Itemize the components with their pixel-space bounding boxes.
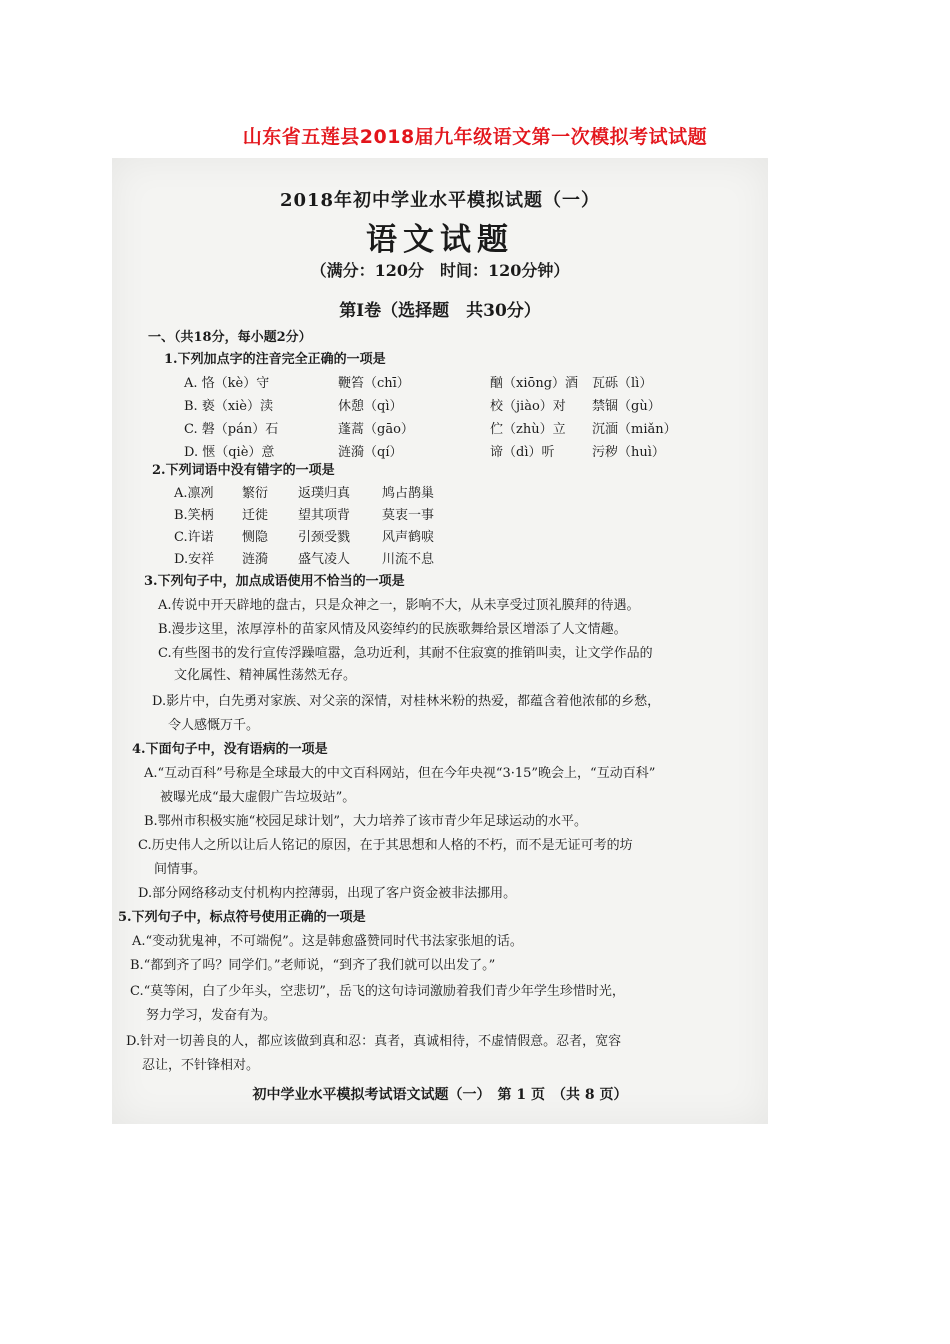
q2-cell: 望其项背 xyxy=(298,508,351,523)
q1-cell: 禁锢（gù） xyxy=(592,399,661,414)
q2-cell: 涟漪 xyxy=(242,552,269,567)
part-heading: 第Ⅰ卷（选择题 共30分） xyxy=(339,301,541,321)
q3-option-b: B.漫步这里，浓厚淳朴的苗家风情及风姿绰约的民族歌舞给景区增添了人文情趣。 xyxy=(158,622,627,637)
q2-cell: 引颈受戮 xyxy=(298,530,351,545)
q3-option-a: A.传说中开天辟地的盘古，只是众神之一，影响不大，从未享受过顶礼膜拜的待遇。 xyxy=(158,598,640,613)
question-1-stem: 1.下列加点字的注音完全正确的一项是 xyxy=(164,352,386,367)
q2-cell: 莫衷一事 xyxy=(382,508,435,523)
exam-meta: （满分：120分 时间：120分钟） xyxy=(310,261,570,280)
exam-subject: 语文试题 xyxy=(366,222,514,258)
q2-cell: 川流不息 xyxy=(382,552,435,567)
q3-option-c-cont: 文化属性、精神属性荡然无存。 xyxy=(174,668,357,683)
q2-cell: D.安祥 xyxy=(174,552,215,567)
q1-cell: 污秽（huì） xyxy=(592,445,665,460)
q4-option-c-cont: 间情事。 xyxy=(154,862,207,877)
q2-cell: C.许诺 xyxy=(174,530,214,545)
question-2-stem: 2.下列词语中没有错字的一项是 xyxy=(152,463,335,478)
section-heading: 一、（共18分，每小题2分） xyxy=(148,330,312,345)
scanned-exam-page xyxy=(112,158,768,1124)
document-title: 山东省五莲县2018届九年级语文第一次模拟考试试题 xyxy=(242,126,708,148)
question-4-stem: 4.下面句子中，没有语病的一项是 xyxy=(132,742,328,757)
q2-cell: 盛气凌人 xyxy=(298,552,351,567)
q5-option-a: A.“变动犹鬼神，不可端倪”。这是韩愈盛赞同时代书法家张旭的话。 xyxy=(132,934,523,949)
q1-cell: 休憩（qì） xyxy=(338,399,403,414)
q1-cell: 蓬蒿（gāo） xyxy=(338,422,414,437)
q1-cell: 鞭笞（chī） xyxy=(338,376,410,391)
q1-cell: 伫（zhù）立 xyxy=(490,422,566,437)
q5-option-d: D.针对一切善良的人，都应该做到真和忍：真者，真诚相待，不虚情假意。忍者，宽容 xyxy=(126,1034,622,1049)
q4-option-c: C.历史伟人之所以让后人铭记的原因，在于其思想和人格的不朽，而不是无证可考的坊 xyxy=(138,838,633,853)
q1-cell: D. 惬（qiè）意 xyxy=(184,445,275,460)
q2-cell: 迁徙 xyxy=(242,508,269,523)
q3-option-d-cont: 令人感慨万千。 xyxy=(168,718,260,733)
q5-option-c-cont: 努力学习，发奋有为。 xyxy=(146,1008,277,1023)
q4-option-a-cont: 被曝光成“最大虚假广告垃圾站”。 xyxy=(160,790,356,805)
q2-cell: 风声鹤唳 xyxy=(382,530,435,545)
q2-cell: 返璞归真 xyxy=(298,486,351,501)
q2-cell: 恻隐 xyxy=(242,530,269,545)
q3-option-d: D.影片中，白先勇对家族、对父亲的深情，对桂林米粉的热爱，都蕴含着他浓郁的乡愁， xyxy=(152,694,661,709)
q5-option-b: B.“都到齐了吗？同学们。”老师说，“到齐了我们就可以出发了。” xyxy=(130,958,496,973)
q5-option-d-cont: 忍让，不针锋相对。 xyxy=(142,1058,260,1073)
q3-option-c: C.有些图书的发行宣传浮躁喧嚣，急功近利，其耐不住寂寞的推销叫卖，让文学作品的 xyxy=(158,646,653,661)
q4-option-a: A.“互动百科”号称是全球最大的中文百科网站，但在今年央视“3·15”晚会上，“互动百科” xyxy=(144,766,656,781)
q1-cell: A. 恪（kè）守 xyxy=(184,376,270,391)
q2-cell: B.笑柄 xyxy=(174,508,214,523)
q2-cell: A.凛冽 xyxy=(174,486,214,501)
exam-heading: 2018年初中学业水平模拟试题（一） xyxy=(279,190,601,211)
q5-option-c: C.“莫等闲，白了少年头，空悲切”，岳飞的这句诗词激励着我们青少年学生珍惜时光， xyxy=(130,984,625,999)
q2-cell: 繁衍 xyxy=(242,486,269,501)
q1-cell: C. 磐（pán）石 xyxy=(184,422,279,437)
q4-option-d: D.部分网络移动支付机构内控薄弱，出现了客户资金被非法挪用。 xyxy=(138,886,517,901)
q1-cell: 酗（xiōng）酒 xyxy=(490,376,579,391)
q1-cell: 谛（dì）听 xyxy=(490,445,555,460)
question-3-stem: 3.下列句子中，加点成语使用不恰当的一项是 xyxy=(144,574,405,589)
page-footer: 初中学业水平模拟考试语文试题（一） 第 1 页 （共 8 页） xyxy=(252,1087,628,1103)
q2-cell: 鸠占鹊巢 xyxy=(382,486,435,501)
q1-cell: 瓦砾（lì） xyxy=(592,376,653,391)
q1-cell: B. 亵（xiè）渎 xyxy=(184,399,274,414)
q1-cell: 沉湎（miǎn） xyxy=(592,422,677,437)
q4-option-b: B.鄂州市积极实施“校园足球计划”，大力培养了该市青少年足球运动的水平。 xyxy=(144,814,587,829)
q1-cell: 涟漪（qí） xyxy=(338,445,403,460)
question-5-stem: 5.下列句子中，标点符号使用正确的一项是 xyxy=(118,910,366,925)
q1-cell: 校（jiào）对 xyxy=(490,399,566,414)
